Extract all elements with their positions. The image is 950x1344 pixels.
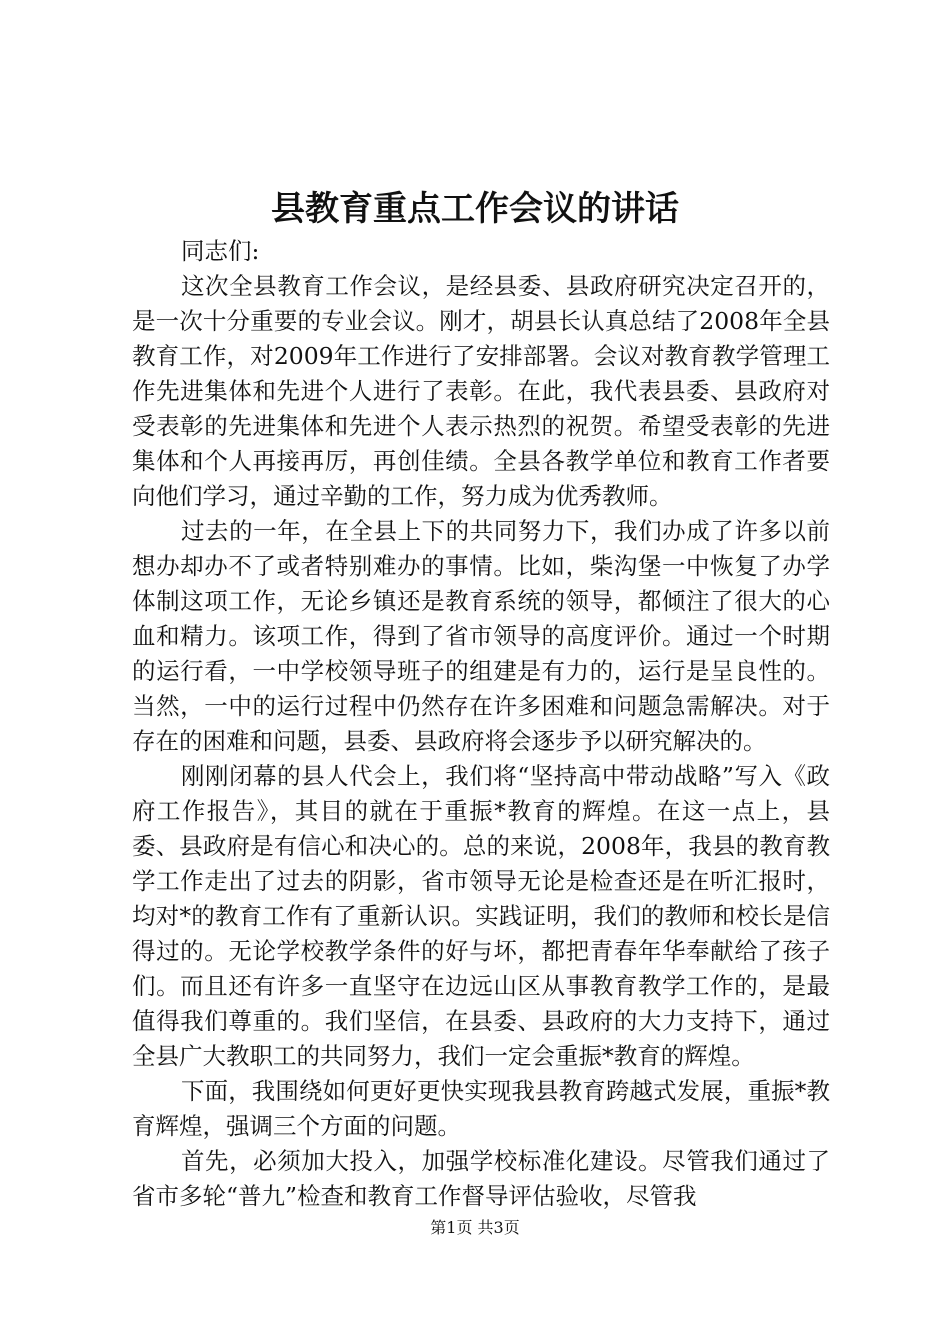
paragraph: 过去的一年，在全县上下的共同努力下，我们办成了许多以前想办却办不了或者特别难办的事情。比如，柴沟堡一中恢复了办学体制这项工作，无论乡镇还是教育系统的领导，都倾注了很大的心血和精力。该项工作，得到了省市领导的高度评价。通过一个时期的运行看，一中学校领导班子的组建是有力的，运行是呈良性的。当然，一中的运行过程中仍然存在许多困难和问题急需解决。对于存在的困难和问题，县委、县政府将会逐步予以研究解决的。 [132, 517, 830, 755]
paragraph: 这次全县教育工作会议，是经县委、县政府研究决定召开的，是一次十分重要的专业会议。刚才，胡县长认真总结了2008年全县教育工作，对2009年工作进行了安排部署。会议对教育教学管理工作先进集体和先进个人进行了表彰。在此，我代表县委、县政府对受表彰的先进集体和先进个人表示热烈的祝贺。希望受表彰的先进集体和个人再接再厉，再创佳绩。全县各教学单位和教育工作者要向他们学习，通过辛勤的工作，努力成为优秀教师。 [132, 272, 830, 510]
paragraph: 首先，必须加大投入，加强学校标准化建设。尽管我们通过了省市多轮“普九”检查和教育工作督导评估验收，尽管我 [132, 1147, 830, 1210]
page-number-footer: 第1页 共3页 [430, 1218, 520, 1237]
salutation: 同志们: [181, 237, 260, 265]
document-title: 县教育重点工作会议的讲话 [271, 189, 679, 229]
paragraph: 刚刚闭幕的县人代会上，我们将“坚持高中带动战略”写入《政府工作报告》，其目的就在于重振*教育的辉煌。在这一点上，县委、县政府是有信心和决心的。总的来说，2008年，我县的教育教学工作走出了过去的阴影，省市领导无论是检查还是在听汇报时，均对*的教育工作有了重新认识。实践证明，我们的教师和校长是信得过的。无论学校教学条件的好与坏，都把青春年华奉献给了孩子们。而且还有许多一直坚守在边远山区从事教育教学工作的，是最值得我们尊重的。我们坚信，在县委、县政府的大力支持下，通过全县广大教职工的共同努力，我们一定会重振*教育的辉煌。 [132, 762, 830, 1070]
paragraph: 下面，我围绕如何更好更快实现我县教育跨越式发展，重振*教育辉煌，强调三个方面的问题。 [132, 1077, 830, 1140]
document-body [132, 234, 830, 1214]
